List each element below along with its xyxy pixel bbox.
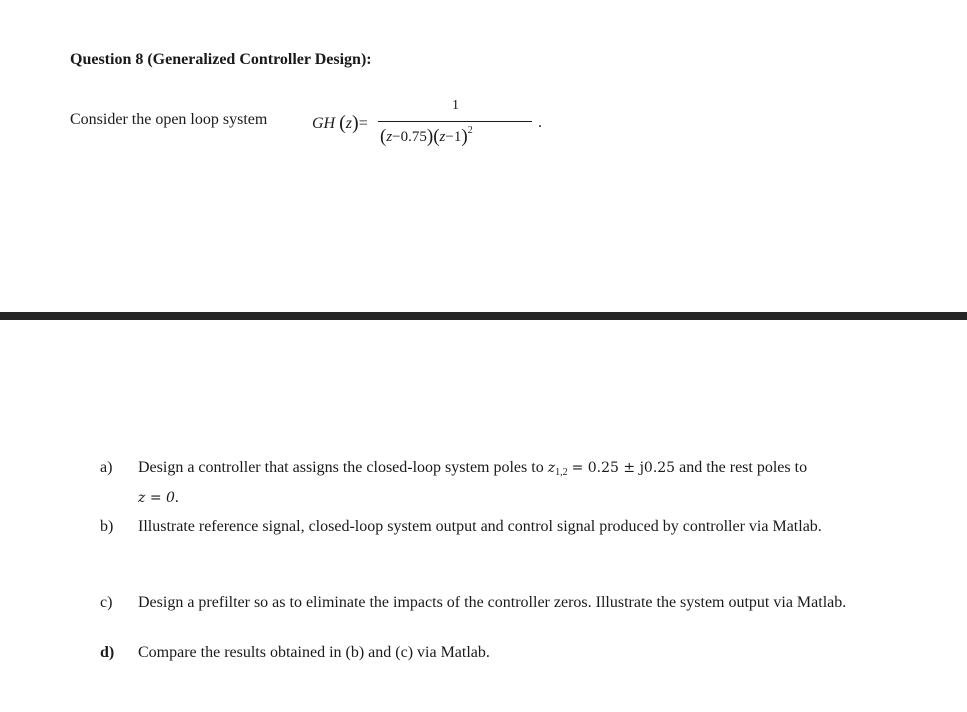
part-a-line2 (138, 485, 933, 511)
rest-poles-math: z = 0 (138, 490, 175, 506)
part-a-tail: and the rest poles to (679, 459, 808, 476)
part-a-text: Design a controller that assigns the closed-loop system poles to (138, 459, 544, 476)
part-a (100, 455, 933, 505)
den-factor2-rest: −1 (445, 129, 462, 145)
den-factor1-rest: −0.75 (392, 129, 427, 145)
transfer-function (312, 98, 552, 158)
den-exponent: 2 (467, 125, 473, 136)
tf-equals: = (358, 115, 368, 132)
part-d (100, 640, 933, 665)
section-divider (0, 312, 967, 320)
tf-denominator: $(z-0.75)(z-1)^2$ (380, 125, 473, 147)
part-c-text: Design a prefilter so as to eliminate the impacts of the controller zeros. Illustrate the system output via Matlab. (138, 594, 847, 611)
part-b-marker: b) (100, 518, 114, 535)
pole-value: = 0.25 ± j0.25 (571, 460, 676, 476)
part-a-line1 (138, 455, 933, 485)
part-d-marker: d) (100, 644, 115, 661)
part-b-text: Illustrate reference signal, closed-loop system output and control signal produced by controller via Matlab. (138, 518, 822, 535)
part-b (100, 514, 933, 564)
question-title: Question 8 (Generalized Controller Design): (70, 51, 372, 68)
tf-lhs: GH (z)= (312, 112, 368, 134)
pole-sub: 1,2 (555, 467, 568, 478)
tf-lhs-var: z (345, 115, 353, 132)
part-c-marker: c) (100, 594, 113, 611)
pole-var: z (547, 460, 556, 476)
part-a-marker: a) (100, 459, 113, 476)
tf-end-punct: . (538, 114, 542, 131)
den-factor2-var: z (439, 129, 446, 145)
den-factor1-var: z (386, 129, 393, 145)
part-a-end: . (174, 489, 179, 506)
tf-lhs-name: GH (312, 115, 336, 132)
part-a-body (138, 455, 933, 511)
part-d-text: Compare the results obtained in (b) and (c) via Matlab. (138, 644, 490, 661)
part-c (100, 590, 933, 640)
intro-text: Consider the open loop system (70, 111, 268, 128)
tf-numerator: 1 (452, 98, 459, 113)
fraction-bar (378, 121, 532, 122)
